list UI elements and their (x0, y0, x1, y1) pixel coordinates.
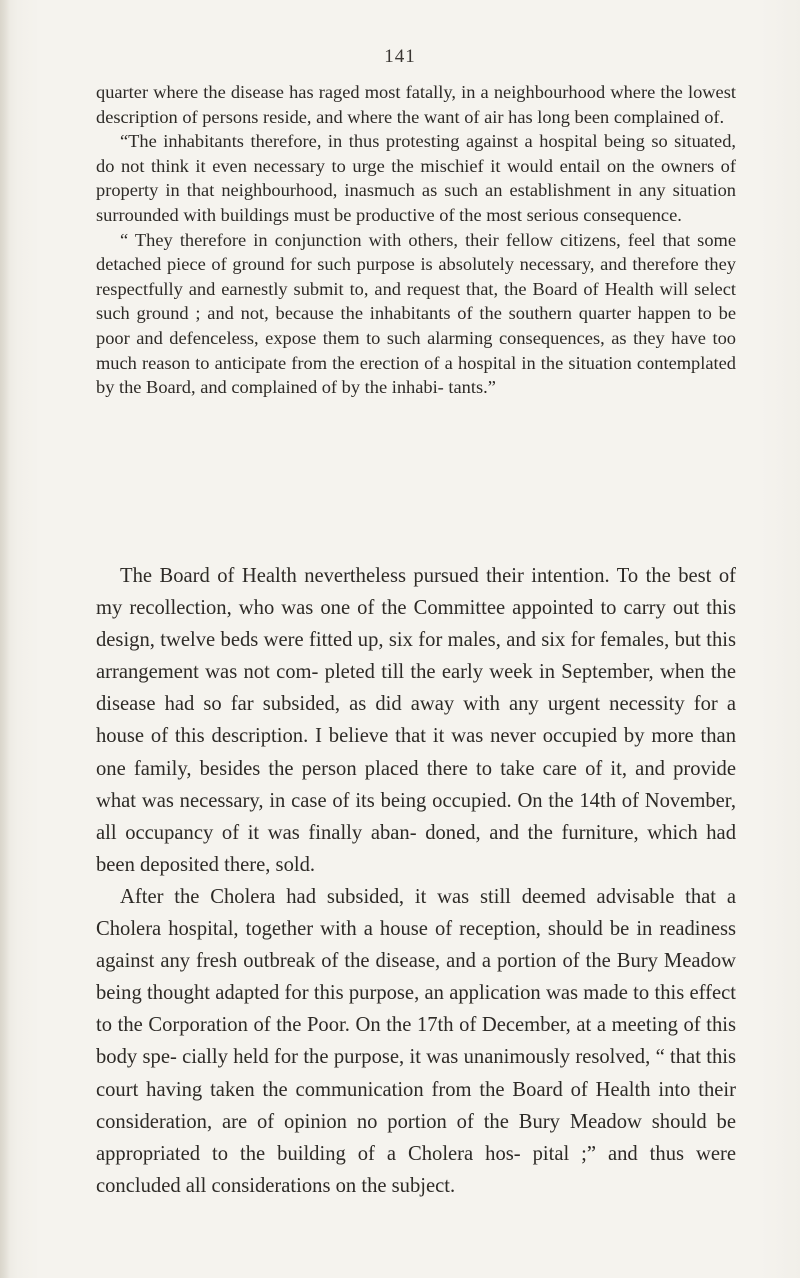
quoted-paragraph-3: “ They therefore in conjunction with others, their fellow citizens, feel that some detached piece of ground for such purpose is absolutely necessary, and therefore they respectfully and earnestly submit to, and request that, the Board of Health will select such ground ; and not, because the inhabitants of the southern quarter happen to be poor and defenceless, expose them to such alarming consequences, as they have too much reason to anticipate from the erection of a hospital in the situation contemplated by the Board, and complained of by the inhabi- tants.” (96, 229, 736, 398)
body-paragraph-2: After the Cholera had subsided, it was still deemed advisable that a Cholera hospital, together with a house of reception, should be in readiness against any fresh outbreak of the disease, and a portion of the Bury Meadow being thought adapted for this purpose, an application was made to this effect to the Corporation of the Poor. On the 17th of December, at a meeting of this body spe- cially held for the purpose, it was unanimously resolved, “ that this court having taken the communication from the Board of Health into their consideration, are of opinion no portion of the Bury Meadow should be appropriated to the building of a Cholera hos- pital ;” and thus were concluded all considerations on the subject. (96, 885, 736, 1197)
page-gutter-shadow (0, 0, 10, 1278)
page-number: 141 (384, 46, 416, 67)
quoted-paragraph-2: “The inhabitants therefore, in thus protesting against a hospital being so situated, do not think it even necessary to urge the mischief it would entail on the owners of property in that neighbourhood, inasmuch as such an establishment in any situation surrounded with buildings must be productive of the most serious consequence. (96, 131, 736, 225)
main-body-text (96, 560, 736, 1202)
quoted-petition-text (96, 80, 736, 400)
quoted-paragraph-1: quarter where the disease has raged most fatally, in a neighbourhood where the lowest description of persons reside, and where the want of air has long been complained of. (96, 82, 736, 127)
body-paragraph-1: The Board of Health nevertheless pursued their intention. To the best of my recollection, who was one of the Committee appointed to carry out this design, twelve beds were fitted up, six for males, and six for females, but this arrangement was not com- pleted till the early week in September, when the disease had so far subsided, as did away with any urgent necessity for a house of this description. I believe that it was never occupied by more than one family, besides the person placed there to take care of it, and provide what was necessary, in case of its being occupied. On the 14th of November, all occupancy of it was finally aban- doned, and the furniture, which had been deposited there, sold. (96, 565, 736, 876)
